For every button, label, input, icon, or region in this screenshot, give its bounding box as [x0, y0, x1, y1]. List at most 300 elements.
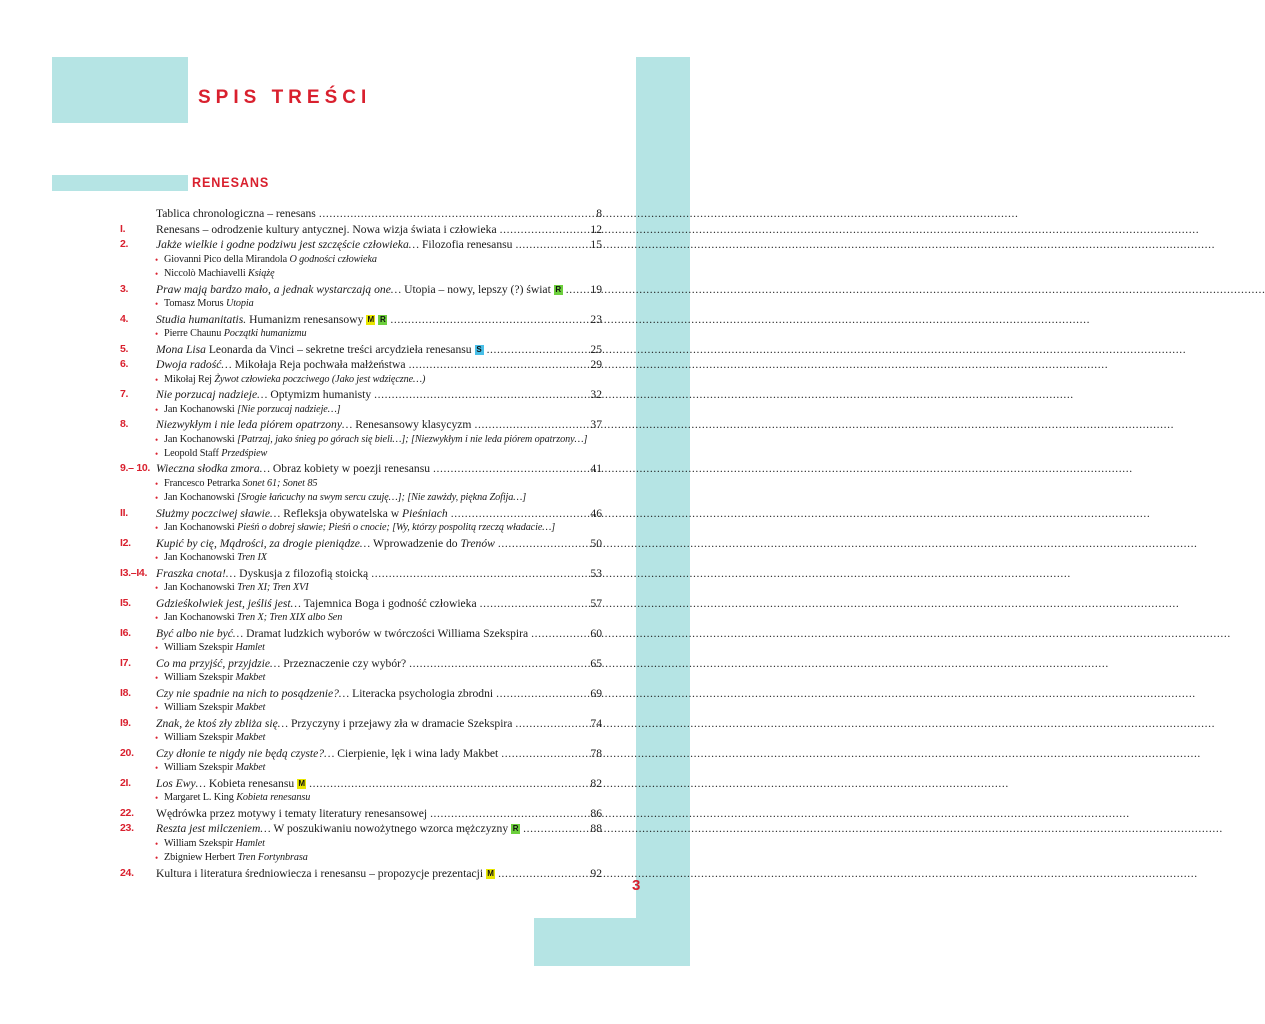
title-italic-part: Czy dłonie te nigdy nie będą czyste?…	[156, 746, 335, 760]
chapter-number: I3.–I4.	[120, 566, 148, 579]
dot-leader	[501, 746, 587, 762]
toc-entry-line	[0, 626, 725, 642]
chapter-number: I7.	[120, 656, 131, 669]
decorative-teal-block	[52, 57, 188, 123]
bullet-icon: •	[155, 479, 159, 490]
chapter-number: I5.	[120, 596, 131, 609]
toc-subentries	[0, 551, 725, 565]
author-name: Jan Kochanowski	[164, 403, 238, 415]
title-italic-part: Los Ewy…	[156, 776, 206, 790]
toc-entry-title-row	[156, 806, 602, 822]
toc-subentries	[0, 791, 725, 805]
bullet-icon: •	[155, 643, 159, 654]
dot-leader	[566, 282, 588, 298]
toc-subentries	[0, 701, 725, 715]
chapter-number: 2.	[120, 238, 129, 251]
chapter-title	[156, 626, 528, 642]
title-part: Optymizm humanisty	[267, 388, 372, 402]
bullet-icon: •	[155, 269, 159, 280]
chapter-title	[156, 506, 448, 522]
toc-entry-title-row	[156, 506, 602, 522]
chapter-number: 6.	[120, 358, 129, 371]
bullet-icon: •	[155, 838, 159, 849]
subentry	[0, 791, 725, 805]
chapter-title	[156, 461, 430, 477]
page-ref: 29	[590, 358, 602, 372]
bullet-icon: •	[155, 299, 159, 310]
bullet-icon: •	[155, 853, 159, 864]
author-name: Niccolò Machiavelli	[164, 268, 248, 280]
toc-entry[interactable]	[0, 312, 725, 342]
chapter-number: 8.	[120, 418, 129, 431]
toc-entry[interactable]	[0, 656, 725, 686]
chapter-title	[156, 357, 406, 373]
toc-subentries	[0, 327, 725, 341]
work-title: Hamlet	[235, 642, 265, 654]
chapter-number: 4.	[120, 312, 129, 325]
dot-leader	[309, 776, 587, 792]
toc-entry-line	[0, 506, 725, 522]
title-italic-part: Co ma przyjść, przyjdzie…	[156, 656, 281, 670]
toc-entry[interactable]	[0, 506, 725, 536]
bullet-icon: •	[155, 449, 159, 460]
page-ref: 8	[596, 207, 602, 220]
toc-entry-line	[0, 357, 725, 373]
badge-m-icon: M	[487, 868, 494, 878]
bullet-icon: •	[155, 553, 159, 564]
chapter-title	[156, 222, 497, 238]
table-of-contents	[0, 206, 725, 881]
page-ref: 12	[590, 222, 602, 236]
author-name: William Szekspir	[164, 702, 236, 714]
chapter-title	[156, 776, 306, 792]
bullet-icon: •	[155, 613, 159, 624]
toc-entry-title-row	[156, 237, 602, 253]
title-italic-part: Mona Lisa	[156, 342, 206, 356]
toc-subentries	[0, 611, 725, 625]
chapter-number: 5.	[120, 342, 129, 355]
chapter-title	[156, 866, 495, 882]
bullet-icon: •	[155, 583, 159, 594]
toc-entry[interactable]	[0, 806, 725, 822]
toc-entry[interactable]	[0, 626, 725, 656]
title-part: Kobieta renesansu	[205, 776, 295, 790]
badge-m-icon: M	[298, 778, 305, 788]
toc-entry[interactable]	[0, 686, 725, 716]
chapter-number: I6.	[120, 626, 131, 639]
chapter-title	[156, 746, 498, 762]
toc-entry[interactable]	[0, 237, 725, 281]
toc-subentries	[0, 477, 725, 506]
title-italic-part: Jakże wielkie i godne podziwu jest szczęście człowieka…	[156, 238, 420, 252]
toc-entry-line	[0, 746, 725, 762]
chapter-title	[156, 387, 371, 403]
author-name: William Szekspir	[164, 732, 236, 744]
title-italic-part: Znak, że ktoś zły zbliża się…	[156, 716, 289, 730]
toc-entry[interactable]	[0, 282, 725, 312]
subentry	[0, 761, 725, 775]
page-ref: 57	[590, 596, 602, 610]
work-title: Kobieta renesansu	[236, 792, 311, 804]
decorative-section-bar	[52, 175, 188, 191]
author-name: Tomasz Morus	[164, 298, 226, 310]
title-italic-part: Reszta jest milczeniem…	[156, 822, 271, 836]
subentry	[0, 253, 725, 267]
toc-subentries	[0, 671, 725, 685]
title-part: Wprowadzenie do	[370, 536, 461, 550]
dot-leader	[480, 596, 588, 612]
toc-entry-title-row	[156, 222, 602, 238]
toc-entry-line	[0, 686, 725, 702]
toc-entry-line	[0, 387, 725, 403]
chapter-number: I9.	[120, 716, 131, 729]
author-name: Jan Kochanowski	[164, 612, 238, 624]
page-ref: 88	[590, 822, 602, 836]
chapter-title	[156, 686, 493, 702]
dot-leader	[451, 506, 588, 522]
subentry	[0, 837, 725, 851]
toc-entry-title-row	[156, 342, 602, 358]
bullet-icon: •	[155, 329, 159, 340]
work-title: [Nie porzucaj nadzieje…]	[237, 403, 341, 415]
work-title: Hamlet	[235, 837, 265, 849]
bullet-icon: •	[155, 793, 159, 804]
section-title: RENESANS	[192, 174, 270, 190]
dot-leader	[430, 806, 587, 822]
toc-entry-title-row	[156, 866, 602, 882]
toc-entry-title-row	[156, 461, 602, 477]
toc-subentries	[0, 837, 725, 866]
subentry	[0, 731, 725, 745]
author-name: Giovanni Pico della Mirandola	[164, 253, 290, 265]
toc-entry-title-row	[156, 357, 602, 373]
bullet-icon: •	[155, 733, 159, 744]
work-title: Przedśpiew	[221, 448, 268, 460]
toc-entry-title-row	[156, 596, 602, 612]
title-italic-part: Nie porzucaj nadzieje…	[156, 388, 268, 402]
page-ref: 19	[590, 282, 602, 296]
subentry	[0, 611, 725, 625]
chapter-number: 3.	[120, 282, 129, 295]
subentry	[0, 491, 725, 505]
chapter-title	[156, 806, 427, 822]
toc-entry[interactable]	[0, 866, 725, 882]
chapter-title	[156, 656, 406, 672]
toc-entry-title-row	[156, 656, 602, 672]
toc-subentries	[0, 521, 725, 535]
chapter-number: 7.	[120, 388, 129, 401]
toc-entry-title-row	[156, 746, 602, 762]
author-name: William Szekspir	[164, 762, 236, 774]
dot-leader	[409, 357, 588, 373]
chapter-number: 20.	[120, 746, 134, 759]
toc-entry[interactable]	[0, 716, 725, 746]
title-part: Renesansowy klasycyzm	[352, 418, 472, 432]
toc-entry-title-row	[156, 312, 602, 328]
toc-entry-line	[0, 656, 725, 672]
chapter-number: 24.	[120, 866, 134, 879]
title-italic-part: Wieczna słodka zmora…	[156, 462, 271, 476]
title-italic-part: Dwoja radość…	[156, 358, 232, 372]
page-ref: 92	[590, 866, 602, 880]
page-ref: 37	[590, 418, 602, 432]
toc-entry-line	[0, 282, 725, 298]
dot-leader	[515, 716, 587, 732]
decorative-teal-footer	[534, 918, 690, 966]
title-italic-part: Niezwykłym i nie leda piórem opatrzony…	[156, 418, 353, 432]
subentry	[0, 433, 725, 447]
page-ref: 86	[590, 806, 602, 820]
page-ref: 25	[590, 342, 602, 356]
chapter-number: II.	[120, 506, 128, 519]
page-ref: 82	[590, 776, 602, 790]
toc-entry[interactable]	[0, 387, 725, 417]
chapter-title	[156, 206, 316, 222]
toc-entry-line	[0, 206, 725, 222]
toc-entry[interactable]	[0, 461, 725, 505]
author-name: William Szekspir	[164, 837, 236, 849]
title-part: Przeznaczenie czy wybór?	[280, 656, 407, 670]
toc-entry-title-row	[156, 626, 602, 642]
work-title: Książę	[248, 268, 275, 280]
subentry	[0, 851, 725, 865]
toc-entry-title-row	[156, 206, 602, 222]
title-italic-part: Gdzieśkolwiek jest, jeśliś jest…	[156, 596, 301, 610]
toc-subentries	[0, 761, 725, 775]
toc-entry-line	[0, 566, 725, 582]
title-part: Renesans – odrodzenie kultury antycznej. Nowa wizja świata i człowieka	[156, 222, 497, 236]
subentry	[0, 327, 725, 341]
work-title: O godności człowieka	[289, 253, 377, 265]
author-name: Leopold Staff	[164, 448, 222, 460]
dot-leader	[498, 536, 588, 552]
work-title: Makbet	[235, 702, 266, 714]
toc-entry-title-row	[156, 417, 602, 433]
title-part: Dramat ludzkich wyborów w twórczości Williama Szekspira	[243, 626, 529, 640]
dot-leader	[433, 461, 587, 477]
work-title: Tren X; Tren XIX albo Sen	[237, 612, 343, 624]
subentry	[0, 701, 725, 715]
toc-entry[interactable]	[0, 206, 725, 222]
work-title: Sonet 61; Sonet 85	[242, 478, 318, 490]
bullet-icon: •	[155, 703, 159, 714]
author-name: Mikołaj Rej	[164, 373, 215, 385]
chapter-title	[156, 417, 471, 433]
page-title: SPIS TREŚCI	[198, 87, 372, 108]
toc-subentries	[0, 731, 725, 745]
toc-entry-title-row	[156, 282, 602, 298]
title-part: Utopia – nowy, lepszy (?) świat	[401, 282, 551, 296]
chapter-number: 9.– 10.	[120, 462, 151, 475]
dot-leader	[474, 417, 587, 433]
title-part: Mikołaja Reja pochwała małżeństwa	[231, 358, 406, 372]
title-italic-part: Służmy poczciwej sławie…	[156, 506, 281, 520]
page-ref: 60	[590, 626, 602, 640]
chapter-title	[156, 312, 387, 328]
dot-leader	[487, 342, 588, 358]
chapter-number: 23.	[120, 822, 134, 835]
work-title: [Srogie łańcuchy na swym sercu czuję…]; [Nie zawżdy, piękna Zofija…]	[237, 492, 527, 504]
toc-entry[interactable]	[0, 342, 725, 358]
author-name: Zbigniew Herbert	[164, 852, 238, 864]
toc-subentries	[0, 297, 725, 311]
toc-entry[interactable]	[0, 536, 725, 566]
title-part: Tablica chronologiczna – renesans	[156, 207, 316, 220]
toc-entry-line	[0, 716, 725, 732]
page-ref: 46	[590, 506, 602, 520]
toc-subentries	[0, 253, 725, 282]
title-italic-part: Fraszka cnota!…	[156, 566, 237, 580]
dot-leader	[319, 206, 593, 222]
chapter-number: I2.	[120, 536, 131, 549]
bullet-icon: •	[155, 404, 159, 415]
work-title: Makbet	[235, 762, 266, 774]
title-part: Obraz kobiety w poezji renesansu	[270, 462, 431, 476]
page-ref: 65	[590, 656, 602, 670]
subentry	[0, 297, 725, 311]
author-name: Jan Kochanowski	[164, 433, 238, 445]
toc-entry[interactable]	[0, 821, 725, 865]
author-name: Pierre Chaunu	[164, 328, 224, 340]
toc-entry-line	[0, 222, 725, 238]
work-title: Tren XI; Tren XVI	[237, 582, 309, 594]
toc-entry-line	[0, 821, 725, 837]
page-ref: 78	[590, 746, 602, 760]
work-title: [Patrzaj, jako śnieg po górach się bieli…]; [Niezwykłym i nie leda piórem opatrzony…]	[237, 433, 588, 445]
badge-r-icon: R	[380, 314, 386, 324]
bullet-icon: •	[155, 434, 159, 445]
chapter-title	[156, 716, 512, 732]
toc-subentries	[0, 373, 725, 387]
toc-entry[interactable]	[0, 746, 725, 776]
badge-r-icon: R	[555, 284, 562, 294]
toc-entry-line	[0, 596, 725, 612]
toc-entry-title-row	[156, 716, 602, 732]
title-part: W poszukiwaniu nowożytnego wzorca mężczyzny	[270, 822, 509, 836]
toc-entry-line	[0, 461, 725, 477]
subentry	[0, 403, 725, 417]
title-italic-part: Praw mają bardzo mało, a jednak wystarczają one…	[156, 282, 402, 296]
work-title: Pieśń o dobrej sławie; Pieśń o cnocie; [Wy, którzy pospolitą rzeczą władacie…]	[237, 522, 556, 534]
subentry	[0, 641, 725, 655]
dot-leader	[390, 312, 587, 328]
page-ref: 74	[590, 716, 602, 730]
page-ref: 15	[590, 238, 602, 252]
toc-entry[interactable]	[0, 357, 725, 387]
badge-r-icon: R	[512, 824, 519, 834]
title-italic-part: Kupić by cię, Mądrości, za drogie pieniądze…	[156, 536, 371, 550]
chapter-title	[156, 342, 484, 358]
chapter-title	[156, 237, 512, 253]
toc-entry-line	[0, 866, 725, 882]
toc-subentries	[0, 641, 725, 655]
title-italic-part: Pieśniach	[402, 506, 448, 520]
work-title: Makbet	[235, 732, 266, 744]
author-name: William Szekspir	[164, 672, 236, 684]
title-part: Filozofia renesansu	[419, 238, 513, 252]
author-name: Jan Kochanowski	[164, 492, 238, 504]
dot-leader	[523, 821, 587, 837]
toc-entry-title-row	[156, 387, 602, 403]
toc-entry-title-row	[156, 536, 602, 552]
subentry	[0, 267, 725, 281]
title-part: Dyskusja z filozofią stoicką	[236, 566, 369, 580]
chapter-number: 2I.	[120, 776, 131, 789]
title-part: Tajemnica Boga i godność człowieka	[300, 596, 477, 610]
title-italic-part: Studia humanitatis.	[156, 312, 247, 326]
toc-entry-line	[0, 342, 725, 358]
subentry	[0, 521, 725, 535]
badge-m-icon: M	[367, 314, 375, 324]
dot-leader	[515, 237, 587, 253]
work-title: Tren Fortynbrasa	[237, 852, 308, 864]
title-part: Kultura i literatura średniowiecza i renesansu – propozycje prezentacji	[156, 866, 484, 880]
bullet-icon: •	[155, 254, 159, 265]
author-name: Jan Kochanowski	[164, 522, 238, 534]
title-italic-part: Czy nie spadnie na nich to posądzenie?…	[156, 686, 350, 700]
title-part: Cierpienie, lęk i wina lady Makbet	[334, 746, 499, 760]
toc-subentries	[0, 581, 725, 595]
toc-entry[interactable]	[0, 776, 725, 806]
work-title: Tren IX	[237, 552, 267, 564]
toc-entry-title-row	[156, 566, 602, 582]
chapter-number: 22.	[120, 806, 134, 819]
dot-leader	[409, 656, 587, 672]
chapter-title	[156, 596, 477, 612]
work-title: Utopia	[225, 298, 254, 310]
toc-entry-line	[0, 417, 725, 433]
chapter-number: I8.	[120, 686, 131, 699]
dot-leader	[496, 686, 587, 702]
toc-entry-title-row	[156, 821, 602, 837]
author-name: Jan Kochanowski	[164, 582, 238, 594]
toc-subentries	[0, 403, 725, 417]
subentry	[0, 447, 725, 461]
author-name: Margaret L. King	[164, 792, 237, 804]
toc-entry-line	[0, 536, 725, 552]
toc-entry-title-row	[156, 686, 602, 702]
chapter-title	[156, 821, 520, 837]
chapter-title	[156, 536, 495, 552]
toc-entry[interactable]	[0, 417, 725, 461]
page-ref: 69	[590, 686, 602, 700]
dot-leader	[531, 626, 587, 642]
work-title: Początki humanizmu	[223, 328, 307, 340]
toc-entry-line	[0, 312, 725, 328]
bullet-icon: •	[155, 493, 159, 504]
toc-entry[interactable]	[0, 222, 725, 238]
title-part: Przyczyny i przejawy zła w dramacie Szekspira	[288, 716, 513, 730]
toc-entry-line	[0, 776, 725, 792]
subentry	[0, 477, 725, 491]
title-part: Refleksja obywatelska w	[280, 506, 403, 520]
page-ref: 32	[590, 388, 602, 402]
chapter-title	[156, 282, 563, 298]
bullet-icon: •	[155, 673, 159, 684]
toc-entry-title-row	[156, 776, 602, 792]
title-part: Literacka psychologia zbrodni	[349, 686, 494, 700]
toc-entry[interactable]	[0, 596, 725, 626]
subentry	[0, 551, 725, 565]
work-title: Makbet	[235, 672, 266, 684]
bullet-icon: •	[155, 374, 159, 385]
dot-leader	[374, 387, 587, 403]
dot-leader	[500, 222, 588, 238]
toc-entry[interactable]	[0, 566, 725, 596]
page-ref: 53	[590, 566, 602, 580]
author-name: Francesco Petrarka	[164, 478, 243, 490]
chapter-number: I.	[120, 222, 126, 235]
